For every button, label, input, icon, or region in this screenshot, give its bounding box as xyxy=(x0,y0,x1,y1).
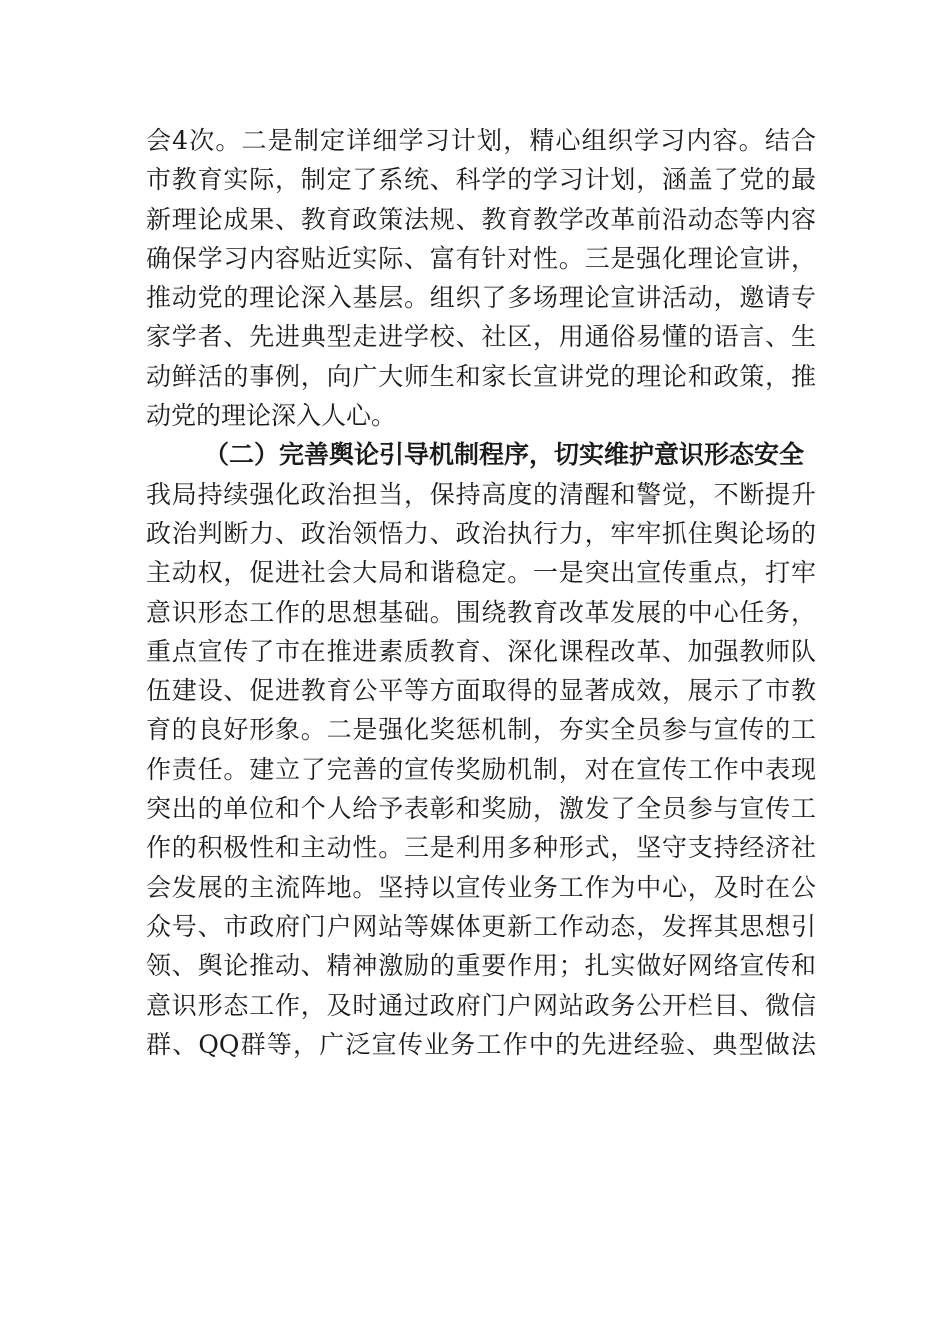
text-line: 意识形态工作的思想基础。围绕教育改革发展的中心任务， xyxy=(146,597,816,627)
text-line: 伍建设、促进教育公平等方面取得的显著成效，展示了市教 xyxy=(146,676,816,706)
text-line: 主动权，促进社会大局和谐稳定。一是突出宣传重点，打牢 xyxy=(146,558,816,588)
section-heading: （二）完善舆论引导机制程序，切实维护意识形态安全 xyxy=(204,440,805,470)
document-body xyxy=(146,121,816,1064)
text-line: 群、QQ群等，广泛宣传业务工作中的先进经验、典型做法 xyxy=(146,1029,816,1059)
text-line: 意识形态工作，及时通过政府门户网站政务公开栏目、微信 xyxy=(146,990,816,1020)
text-line: 我局持续强化政治担当，保持高度的清醒和警觉，不断提升 xyxy=(146,479,816,509)
text-line: 推动党的理论深入基层。组织了多场理论宣讲活动，邀请专 xyxy=(146,283,816,313)
text-line: 动党的理论深入人心。 xyxy=(146,401,397,431)
text-line: 家学者、先进典型走进学校、社区，用通俗易懂的语言、生 xyxy=(146,322,816,352)
text-line: 重点宣传了市在推进素质教育、深化课程改革、加强教师队 xyxy=(146,636,816,666)
text-line: 领、舆论推动、精神激励的重要作用；扎实做好网络宣传和 xyxy=(146,951,816,981)
text-line: 政治判断力、政治领悟力、政治执行力，牢牢抓住舆论场的 xyxy=(146,518,816,548)
text-line: 确保学习内容贴近实际、富有针对性。三是强化理论宣讲， xyxy=(146,243,816,273)
text-line: 作责任。建立了完善的宣传奖励机制，对在宣传工作中表现 xyxy=(146,754,816,784)
text-line: 会4次。二是制定详细学习计划，精心组织学习内容。结合 xyxy=(146,126,816,155)
text-line: 新理论成果、教育政策法规、教育教学改革前沿动态等内容 xyxy=(146,204,816,234)
text-line: 会发展的主流阵地。坚持以宣传业务工作为中心，及时在公 xyxy=(146,872,816,902)
text-line: 众号、市政府门户网站等媒体更新工作动态，发挥其思想引 xyxy=(146,911,816,941)
text-line: 动鲜活的事例，向广大师生和家长宣讲党的理论和政策，推 xyxy=(146,361,816,391)
text-line: 作的积极性和主动性。三是利用多种形式，坚守支持经济社 xyxy=(146,833,816,863)
text-line: 市教育实际，制定了系统、科学的学习计划，涵盖了党的最 xyxy=(146,165,816,195)
text-line: 育的良好形象。二是强化奖惩机制，夯实全员参与宣传的工 xyxy=(146,715,816,745)
text-line: 突出的单位和个人给予表彰和奖励，激发了全员参与宣传工 xyxy=(146,794,816,824)
